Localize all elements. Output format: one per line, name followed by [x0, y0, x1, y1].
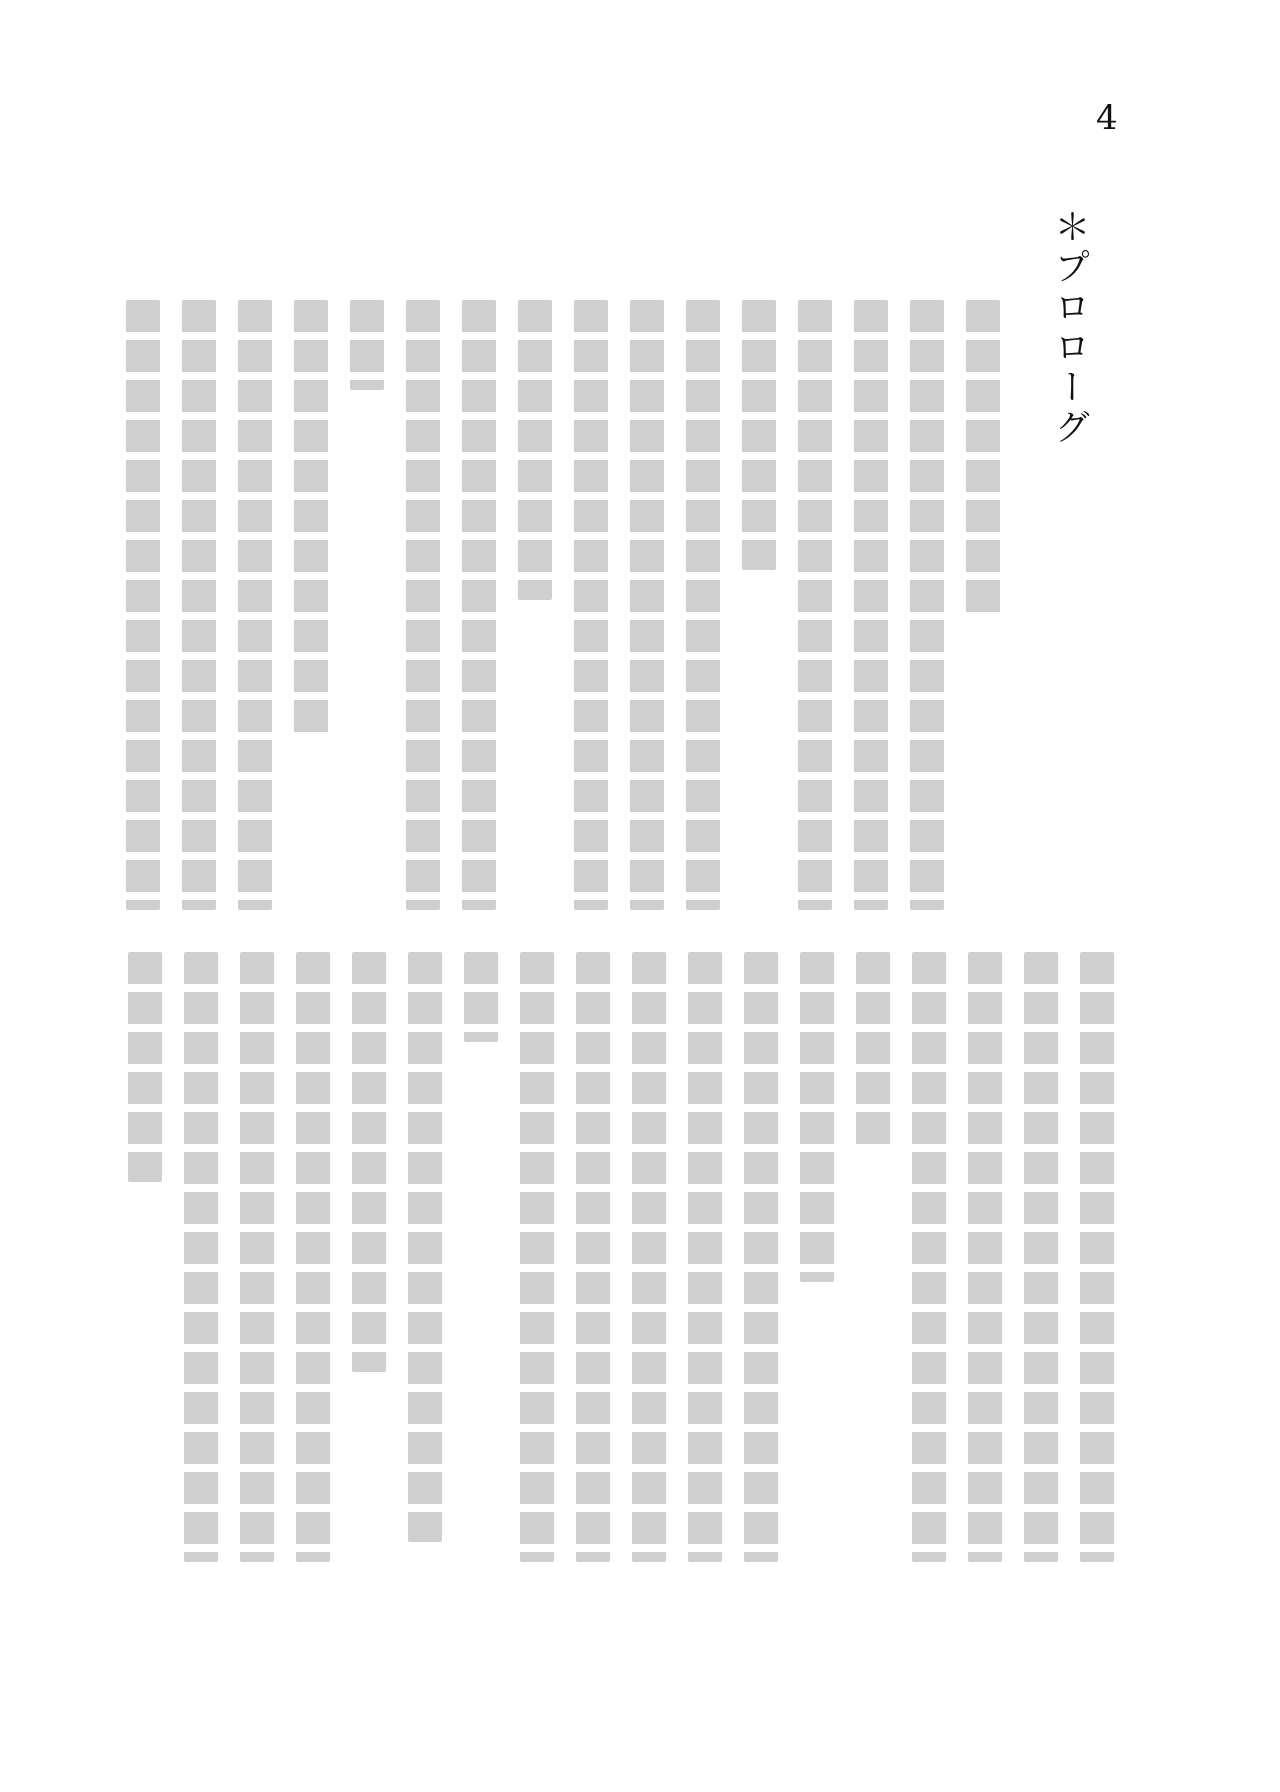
text-column: [464, 952, 498, 1042]
text-column: [910, 300, 944, 910]
text-column: [520, 952, 554, 1562]
text-column: [462, 300, 496, 910]
text-column: [182, 300, 216, 910]
text-column: [856, 952, 890, 1152]
text-column: [296, 952, 330, 1562]
text-column: [630, 300, 664, 910]
text-block-upper: [126, 300, 1000, 910]
text-column: [126, 300, 160, 910]
text-column: [744, 952, 778, 1562]
text-block-lower: [128, 952, 1114, 1562]
text-column: [1080, 952, 1114, 1562]
text-column: [406, 300, 440, 910]
text-column: [352, 952, 386, 1372]
text-column: [184, 952, 218, 1562]
text-column: [240, 952, 274, 1562]
text-column: [576, 952, 610, 1562]
text-column: [800, 952, 834, 1282]
text-column: [798, 300, 832, 910]
text-column: [686, 300, 720, 910]
text-column: [1024, 952, 1058, 1562]
text-column: [518, 300, 552, 600]
text-column: [742, 300, 776, 570]
text-column: [854, 300, 888, 910]
text-column: [688, 952, 722, 1562]
text-column: [968, 952, 1002, 1562]
text-column: [238, 300, 272, 910]
text-column: [912, 952, 946, 1562]
text-column: [574, 300, 608, 910]
section-heading: ＊プロローグ: [1049, 208, 1090, 448]
text-column: [408, 952, 442, 1542]
text-column: [128, 952, 162, 1182]
text-column: [294, 300, 328, 740]
text-column: [632, 952, 666, 1562]
page-number: 4: [1096, 98, 1118, 138]
text-column: [350, 300, 384, 390]
text-column: [966, 300, 1000, 620]
